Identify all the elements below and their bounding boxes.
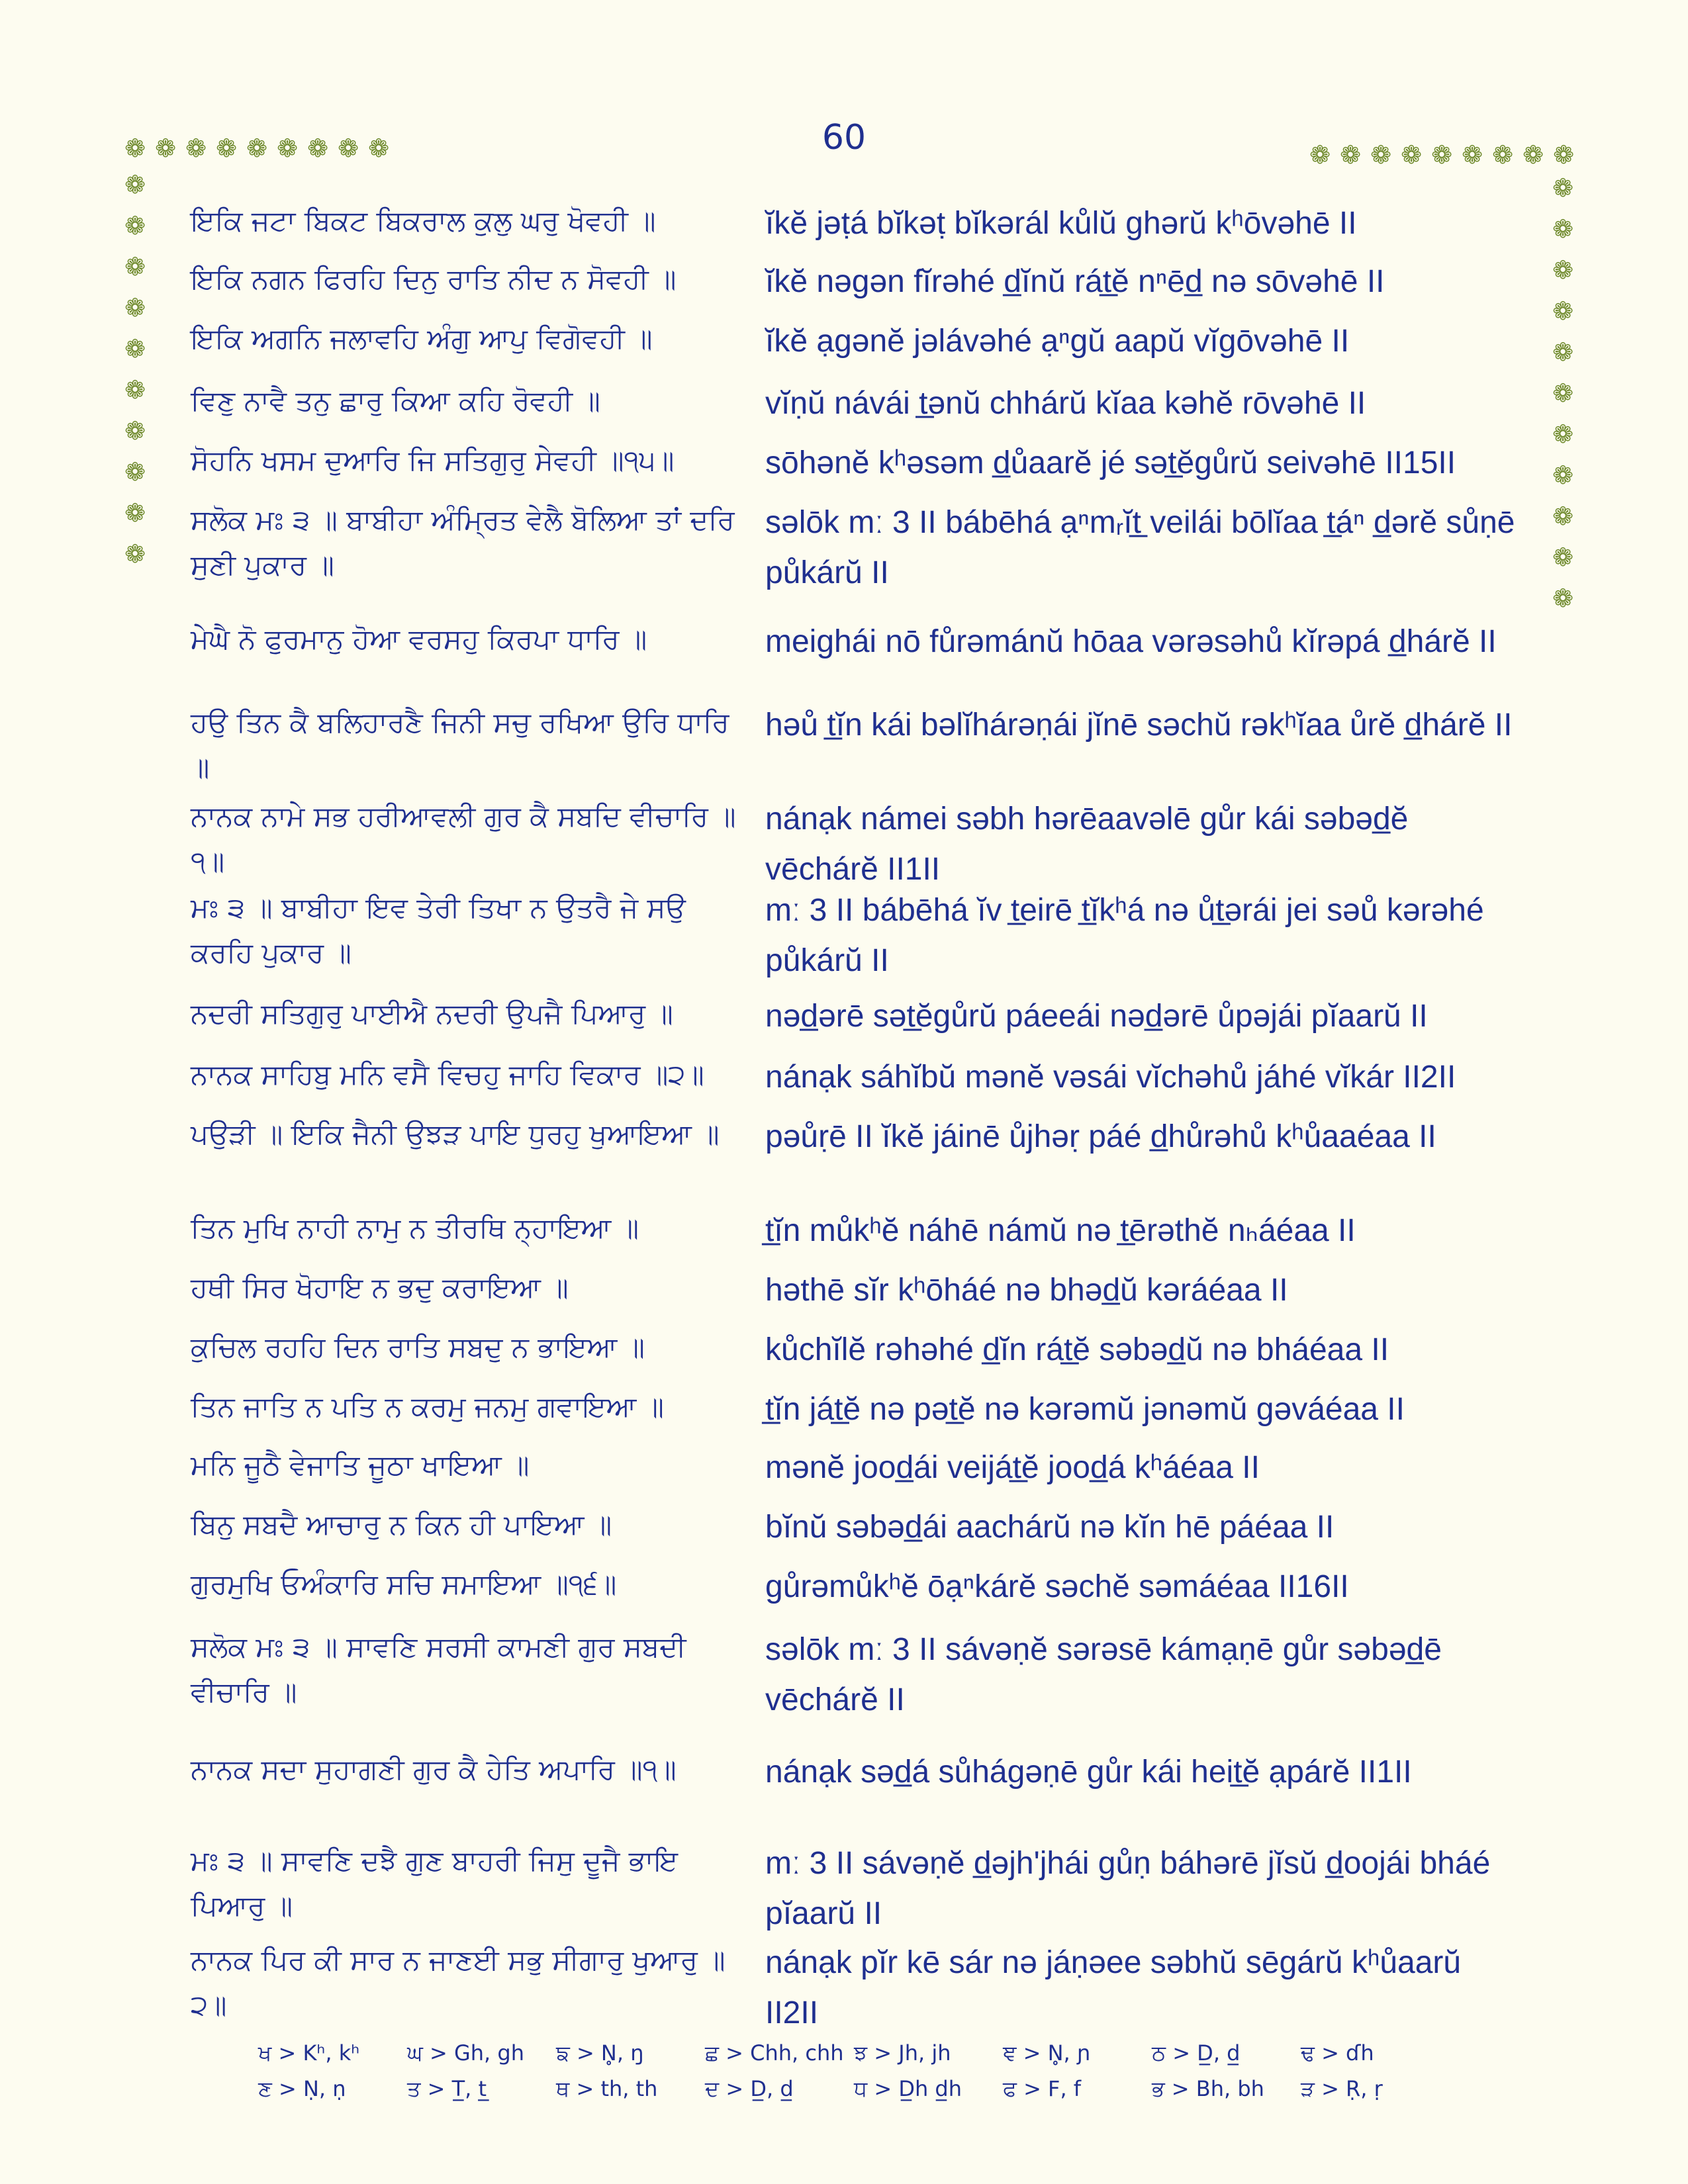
flower-icon: ❁: [1552, 379, 1573, 408]
gurmukhi-verse: ਮਃ ੩ ॥ ਬਾਬੀਹਾ ਇਵ ਤੇਰੀ ਤਿਖਾ ਨ ਉਤਰੈ ਜੇ ਸਉ ਕਰਹਿ ਪੁਕਾਰ ॥: [191, 891, 686, 969]
flower-icon: ❁: [1553, 140, 1574, 169]
gurmukhi-verse: ਸਲੋਕ ਮਃ ੩ ॥ ਬਾਬੀਹਾ ਅੰਮ੍ਰਿਤ ਵੇਲੈ ਬੋਲਿਆ ਤਾਂ ਦਰਿ ਸੁਣੀ ਪੁਕਾਰ ॥: [191, 504, 735, 581]
gurmukhi-verse: ਮੇਘੈ ਨੋ ਫੁਰਮਾਨੁ ਹੋਆ ਵਰਸਹੁ ਕਿਰਪਾ ਧਾਰਿ ॥: [191, 623, 647, 655]
transliteration-verse: pəůṛē II ĭkĕ jáinē ůjhəṛ páé d̲hůrəhů kʰůaaéaa II: [765, 1119, 1436, 1154]
flower-icon: ❁: [124, 170, 146, 199]
flower-icon: ❁: [124, 134, 146, 163]
flower-icon: ❁: [1552, 296, 1573, 326]
transliteration-verse: həů t̲ĭn kái bəlĭhárəṇái jĭnē səchŭ rəkʰĭaa ůrĕ d̲hárĕ II: [765, 707, 1513, 743]
transliteration-verse: mənĕ jood̲ái veiját̲ĕ jood̲á kʰáéaa II: [765, 1450, 1260, 1485]
legend-entry: ਘ > Gh, gh: [407, 2040, 524, 2066]
flower-icon: ❁: [1552, 461, 1573, 490]
flower-icon: ❁: [1309, 140, 1331, 169]
flower-column: [1550, 175, 1575, 611]
transliteration-verse: ĭkĕ jəṭá bĭkəṭ bĭkərál kůlŭ ghərŭ kʰōvəhē II: [765, 206, 1357, 241]
flower-column: [122, 172, 148, 567]
gurmukhi-verse: ਸੋਹਨਿ ਖਸਮ ਦੁਆਰਿ ਜਿ ਸਤਿਗੁਰੁ ਸੇਵਹੀ ॥੧੫॥: [191, 444, 675, 477]
transliteration-verse: kůchĭlĕ rəhəhé d̲ĭn rát̲ĕ səbəd̲ŭ nə bháéaa II: [765, 1332, 1389, 1367]
flower-icon: ❁: [1552, 543, 1573, 572]
gurmukhi-verse: ਨਾਨਕ ਪਿਰ ਕੀ ਸਾਰ ਨ ਜਾਣਈ ਸਭੁ ਸੀਗਾਰੁ ਖੁਆਰੁ ॥੨॥: [191, 1944, 726, 2021]
flower-icon: ❁: [124, 539, 146, 569]
legend-entry: ਛ > Chh, chh: [705, 2040, 844, 2066]
gurmukhi-verse: ਤਿਨ ਜਾਤਿ ਨ ਪਤਿ ਨ ਕਰਮੁ ਜਨਮੁ ਗਵਾਇਆ ॥: [191, 1390, 664, 1423]
transliteration-verse: nánạk námei səbh hərēaavəlē gůr kái səbəd̲ĕ vēchárĕ II1II: [765, 801, 1409, 887]
flower-icon: ❁: [338, 134, 359, 163]
gurmukhi-verse: ਵਿਣੁ ਨਾਵੈ ਤਨੁ ਛਾਰੁ ਕਿਆ ਕਹਿ ਰੋਵਹੀ ॥: [191, 385, 600, 417]
transliteration-verse: nánạk səd̲á sůhágəṇē gůr kái heit̲ĕ ạpárĕ II1II: [765, 1754, 1412, 1790]
legend-row: [258, 2035, 1450, 2071]
transliteration-verse: gůrəmůkʰĕ ōạⁿkárĕ səchĕ səmáéaa II16II: [765, 1569, 1349, 1604]
legend-entry: ਣ > Ṇ, ṇ: [258, 2076, 346, 2101]
flower-icon: ❁: [124, 211, 146, 240]
flower-icon: ❁: [368, 134, 389, 163]
flower-icon: ❁: [1552, 584, 1573, 613]
transliteration-verse: nánạk pĭr kē sár nə jáṇəee səbhŭ sēgárŭ kʰůaarŭ II2II: [765, 1945, 1462, 2030]
transliteration-verse: bĭnŭ səbəd̲ái aachárŭ nə kĭn hē páéaa II: [765, 1510, 1335, 1545]
gurmukhi-verse: ਹਉ ਤਿਨ ਕੈ ਬਲਿਹਾਰਣੈ ਜਿਨੀ ਸਚੁ ਰਖਿਆ ਉਰਿ ਧਾਰਿ ॥: [191, 706, 729, 784]
gurmukhi-verse: ਹਥੀ ਸਿਰ ਖੋਹਾਇ ਨ ਭਦੁ ਕਰਾਇਆ ॥: [191, 1271, 569, 1304]
flower-icon: ❁: [1552, 420, 1573, 449]
legend-entry: ਧ > D̲h d̲h: [854, 2076, 962, 2101]
legend-entry: ਭ > Bh, bh: [1152, 2076, 1264, 2101]
flower-icon: ❁: [124, 416, 146, 445]
flower-icon: ❁: [1401, 140, 1422, 169]
gurmukhi-verse: ਕੁਚਿਲ ਰਹਹਿ ਦਿਨ ਰਾਤਿ ਸਬਦੁ ਨ ਭਾਇਆ ॥: [191, 1331, 645, 1363]
flower-icon: ❁: [307, 134, 328, 163]
legend-row: [258, 2071, 1450, 2107]
transliteration-verse: səlōk mː 3 II sávəṇĕ sərəsē kámạṇē gůr səbəd̲ē vēchárĕ II: [765, 1632, 1442, 1717]
legend-entry: ਙ > N̥, ŋ: [556, 2040, 644, 2066]
legend-entry: ਥ > th, th: [556, 2076, 658, 2101]
legend-entry: ਫ > F, f: [1003, 2076, 1082, 2101]
gurmukhi-verse: ਨਦਰੀ ਸਤਿਗੁਰੁ ਪਾਈਐ ਨਦਰੀ ਉਪਜੈ ਪਿਆਰੁ ॥: [191, 997, 673, 1030]
flower-icon: ❁: [1492, 140, 1513, 169]
flower-icon: ❁: [185, 134, 207, 163]
flower-icon: ❁: [1370, 140, 1391, 169]
gurmukhi-verse: ਤਿਨ ਮੁਖਿ ਨਾਹੀ ਨਾਮੁ ਨ ਤੀਰਥਿ ਨ੍ਹਾਇਆ ॥: [191, 1212, 639, 1244]
gurmukhi-verse: ਬਿਨੁ ਸਬਦੈ ਆਚਾਰੁ ਨ ਕਿਨ ਹੀ ਪਾਇਆ ॥: [191, 1508, 612, 1541]
transliteration-verse: səlōk mː 3 II bábēhá ạⁿmᵣĭt̲ veilái bōlĭaa t̲áⁿ d̲ərĕ sůṇē půkárŭ II: [765, 505, 1515, 590]
flower-icon: ❁: [277, 134, 298, 163]
legend-entry: ਦ > D̲, d̲: [705, 2076, 794, 2101]
gurmukhi-verse: ਨਾਨਕ ਸਾਹਿਬੁ ਮਨਿ ਵਸੈ ਵਿਚਹੁ ਜਾਹਿ ਵਿਕਾਰ ॥੨॥: [191, 1058, 704, 1091]
flower-icon: ❁: [124, 252, 146, 281]
page-number: 60: [821, 118, 867, 158]
legend-entry: ਞ > N̥, ɲ: [1003, 2040, 1091, 2066]
transliteration-verse: vĭṇŭ návái t̲ənŭ chhárŭ kĭaa kəhĕ rōvəhē II: [765, 386, 1366, 421]
gurmukhi-verse: ਮਨਿ ਜੂਠੈ ਵੇਜਾਤਿ ਜੂਠਾ ਖਾਇਆ ॥: [191, 1449, 530, 1481]
transliteration-verse: ĭkĕ ạgənĕ jəlávəhé ạⁿgŭ aapŭ vĭgōvəhē II: [765, 324, 1350, 359]
legend-entry: ੜ > Ṛ, ṛ: [1301, 2076, 1383, 2101]
flower-icon: ❁: [124, 334, 146, 363]
transliteration-verse: nánạk sáhĭbŭ mənĕ vəsái vĭchəhů jáhé vĭkár II2II: [765, 1060, 1456, 1095]
flower-icon: ❁: [155, 134, 176, 163]
transliteration-legend: [258, 2035, 1450, 2107]
flower-icon: ❁: [124, 293, 146, 322]
flower-icon: ❁: [1552, 338, 1573, 367]
flower-icon: ❁: [124, 457, 146, 486]
flower-icon: ❁: [1552, 173, 1573, 203]
flower-icon: ❁: [1552, 214, 1573, 244]
gurmukhi-verse: ਸਲੋਕ ਮਃ ੩ ॥ ਸਾਵਣਿ ਸਰਸੀ ਕਾਮਣੀ ਗੁਰ ਸਬਦੀ ਵੀਚਾਰਿ ॥: [191, 1631, 686, 1708]
flower-row: [122, 136, 391, 161]
transliteration-verse: t̲ĭn můkʰĕ náhē námŭ nə t̲ērəthĕ nₕáéaa II: [765, 1213, 1356, 1248]
gurmukhi-verse: ਇਕਿ ਨਗਨ ਫਿਰਹਿ ਦਿਨੁ ਰਾਤਿ ਨੀਦ ਨ ਸੋਵਹੀ ॥: [191, 263, 677, 295]
transliteration-verse: meighái nō fůrəmánŭ hōaa vərəsəhů kĭrəpá d̲hárĕ II: [765, 624, 1497, 659]
flower-icon: ❁: [1462, 140, 1483, 169]
flower-icon: ❁: [1552, 502, 1573, 531]
transliteration-verse: ĭkĕ nəgən fĭrəhé d̲ĭnŭ rát̲ĕ nⁿēd̲ nə sōvəhē II: [765, 264, 1385, 299]
transliteration-verse: mː 3 II bábēhá ĭv t̲eirē t̲ĭkʰá nə ůt̲ərái jei səů kərəhé půkárŭ II: [765, 893, 1484, 978]
flower-icon: ❁: [216, 134, 237, 163]
legend-entry: ਤ > T̲, t̲: [407, 2076, 487, 2101]
gurmukhi-verse: ਮਃ ੩ ॥ ਸਾਵਣਿ ਦਝੈ ਗੁਣ ਬਾਹਰੀ ਜਿਸੁ ਦੂਜੈ ਭਾਇ ਪਿਆਰੁ ॥: [191, 1844, 679, 1922]
transliteration-verse: mː 3 II sávəṇĕ d̲əjh'jhái gůṇ báhərē jĭsŭ d̲oojái bháé pĭaarŭ II: [765, 1846, 1491, 1931]
flower-icon: ❁: [124, 375, 146, 404]
legend-entry: ਖ > Kʰ, kʰ: [258, 2040, 360, 2066]
transliteration-verse: sōhənĕ kʰəsəm d̲ůaarĕ jé sət̲ĕgůrŭ seivəhē II15II: [765, 445, 1456, 480]
legend-entry: ਢ > ɗh: [1301, 2040, 1374, 2066]
legend-entry: ਠ > D̲, d̲: [1152, 2040, 1241, 2066]
flower-icon: ❁: [1431, 140, 1452, 169]
transliteration-verse: nəd̲ərē sət̲ĕgůrŭ páeeái nəd̲ərē ůpəjái pĭaarŭ II: [765, 999, 1428, 1034]
flower-icon: ❁: [246, 134, 267, 163]
gurmukhi-verse: ਨਾਨਕ ਨਾਮੇ ਸਭ ਹਰੀਆਵਲੀ ਗੁਰ ਕੈ ਸਬਦਿ ਵੀਚਾਰਿ ॥੧॥: [191, 800, 736, 878]
transliteration-verse: t̲ĭn ját̲ĕ nə pət̲ĕ nə kərəmŭ jənəmŭ gəváéaa II: [765, 1392, 1405, 1427]
gurmukhi-verse: ਇਕਿ ਜਟਾ ਬਿਕਟ ਬਿਕਰਾਲ ਕੁਲੁ ਘਰੁ ਖੋਵਹੀ ॥: [191, 205, 656, 237]
gurmukhi-verse: ਇਕਿ ਅਗਨਿ ਜਲਾਵਹਿ ਅੰਗੁ ਆਪੁ ਵਿਗੋਵਹੀ ॥: [191, 322, 653, 355]
flower-icon: ❁: [1340, 140, 1361, 169]
gurmukhi-verse: ਨਾਨਕ ਸਦਾ ਸੁਹਾਗਣੀ ਗੁਰ ਕੈ ਹੇਤਿ ਅਪਾਰਿ ॥੧॥: [191, 1753, 677, 1786]
gurmukhi-verse: ਗੁਰਮੁਖਿ ਓਅੰਕਾਰਿ ਸਚਿ ਸਮਾਇਆ ॥੧੬॥: [191, 1568, 617, 1600]
flower-icon: ❁: [1552, 255, 1573, 285]
flower-icon: ❁: [124, 498, 146, 527]
gurmukhi-verse: ਪਉੜੀ ॥ ਇਕਿ ਜੈਨੀ ਉਝੜ ਪਾਇ ਧੁਰਹੁ ਖੁਆਇਆ ॥: [191, 1118, 720, 1150]
legend-entry: ਝ > Jh, jh: [854, 2040, 951, 2066]
flower-row: [1307, 142, 1576, 167]
flower-icon: ❁: [1523, 140, 1544, 169]
transliteration-verse: həthē sĭr kʰōháé nə bhəd̲ŭ kəráéaa II: [765, 1273, 1288, 1308]
